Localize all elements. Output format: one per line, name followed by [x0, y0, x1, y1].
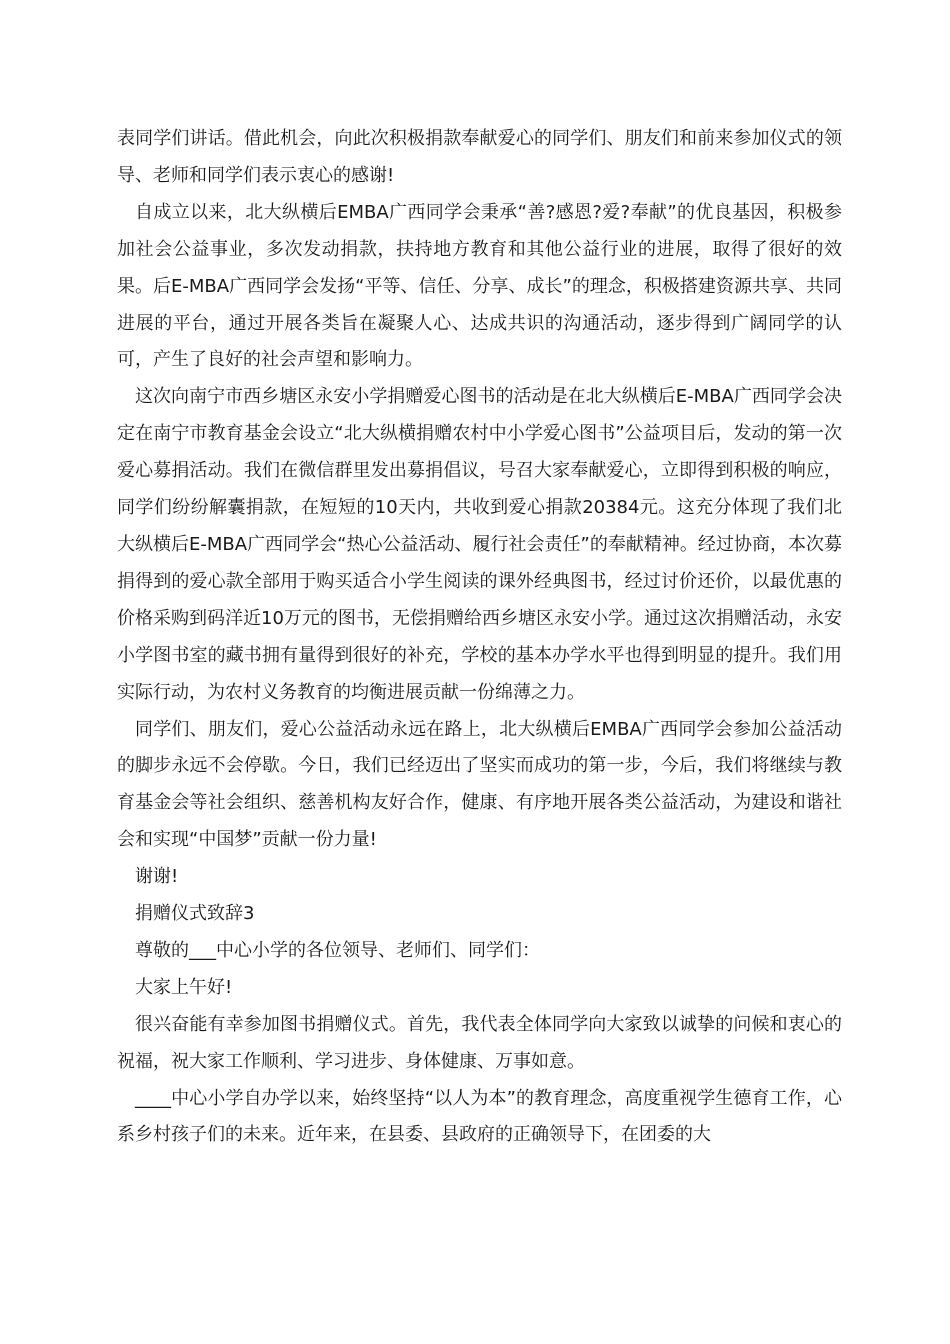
paragraph-association-history: 自成立以来，北大纵横后EMBA广西同学会秉承“善?感恩?爱?奉献”的优良基因，积极参加社会公益事业，多次发动捐款，扶持地方教育和其他公益行业的进展，取得了很好的效果。后E-MBA广西同学会发扬“平等、信任、分享、成长”的理念，积极搭建资源共享、共同进展的平台，通过开展各类旨在凝聚人心、达成共识的沟通活动，逐步得到广阔同学的认可，产生了良好的社会声望和影响力。	[117, 201, 842, 371]
salutation: 尊敬的___中心小学的各位领导、老师们、同学们：	[135, 939, 540, 961]
paragraph-continuation: 表同学们讲话。借此机会，向此次积极捐款奉献爱心的同学们、朋友们和前来参加仪式的领导、老师和同学们表示衷心的感谢!	[117, 128, 842, 186]
paragraph-opening: 很兴奋能有幸参加图书捐赠仪式。首先，我代表全体同学向大家致以诚挚的问候和衷心的祝福，祝大家工作顺利、学习进步、身体健康、万事如意。	[117, 1013, 842, 1072]
paragraph-school-intro: ____中心小学自办学以来，始终坚持“以人为本”的教育理念，高度重视学生德育工作，心系乡村孩子们的未来。近年来，在县委、县政府的正确领导下，在团委的大	[117, 1087, 842, 1146]
greeting: 大家上午好!	[135, 976, 233, 998]
paragraph-thanks: 谢谢!	[135, 866, 179, 888]
section-heading: 捐赠仪式致辞3	[135, 903, 255, 925]
paragraph-future-outlook: 同学们、朋友们，爱心公益活动永远在路上，北大纵横后EMBA广西同学会参加公益活动的脚步永远不会停歇。今日，我们已经迈出了坚实而成功的第一步，今后，我们将继续与教育基金会等社会组织、慈善机构友好合作，健康、有序地开展各类公益活动，为建设和谐社会和实现“中国梦”贡献一份力量!	[117, 718, 842, 851]
paragraph-book-donation-activity: 这次向南宁市西乡塘区永安小学捐赠爱心图书的活动是在北大纵横后E-MBA广西同学会决定在南宁市教育基金会设立“北大纵横捐赠农村中小学爱心图书”公益项目后，发动的第一次爱心募捐活动。我们在微信群里发出募捐倡议，号召大家奉献爱心，立即得到积极的响应，同学们纷纷解囊捐款，在短短的10天内，共收到爱心捐款20384元。这充分体现了我们北大纵横后E-MBA广西同学会“热心公益活动、履行社会责任”的奉献精神。经过协商，本次募捐得到的爱心款全部用于购买适合小学生阅读的课外经典图书，经过讨价还价，以最优惠的价格采购到码洋近10万元的图书，无偿捐赠给西乡塘区永安小学。通过这次捐赠活动，永安小学图书室的藏书拥有量得到很好的补充，学校的基本办学水平也得到明显的提升。我们用实际行动，为农村义务教育的均衡进展贡献一份绵薄之力。	[117, 386, 842, 703]
document-body	[117, 121, 842, 1154]
